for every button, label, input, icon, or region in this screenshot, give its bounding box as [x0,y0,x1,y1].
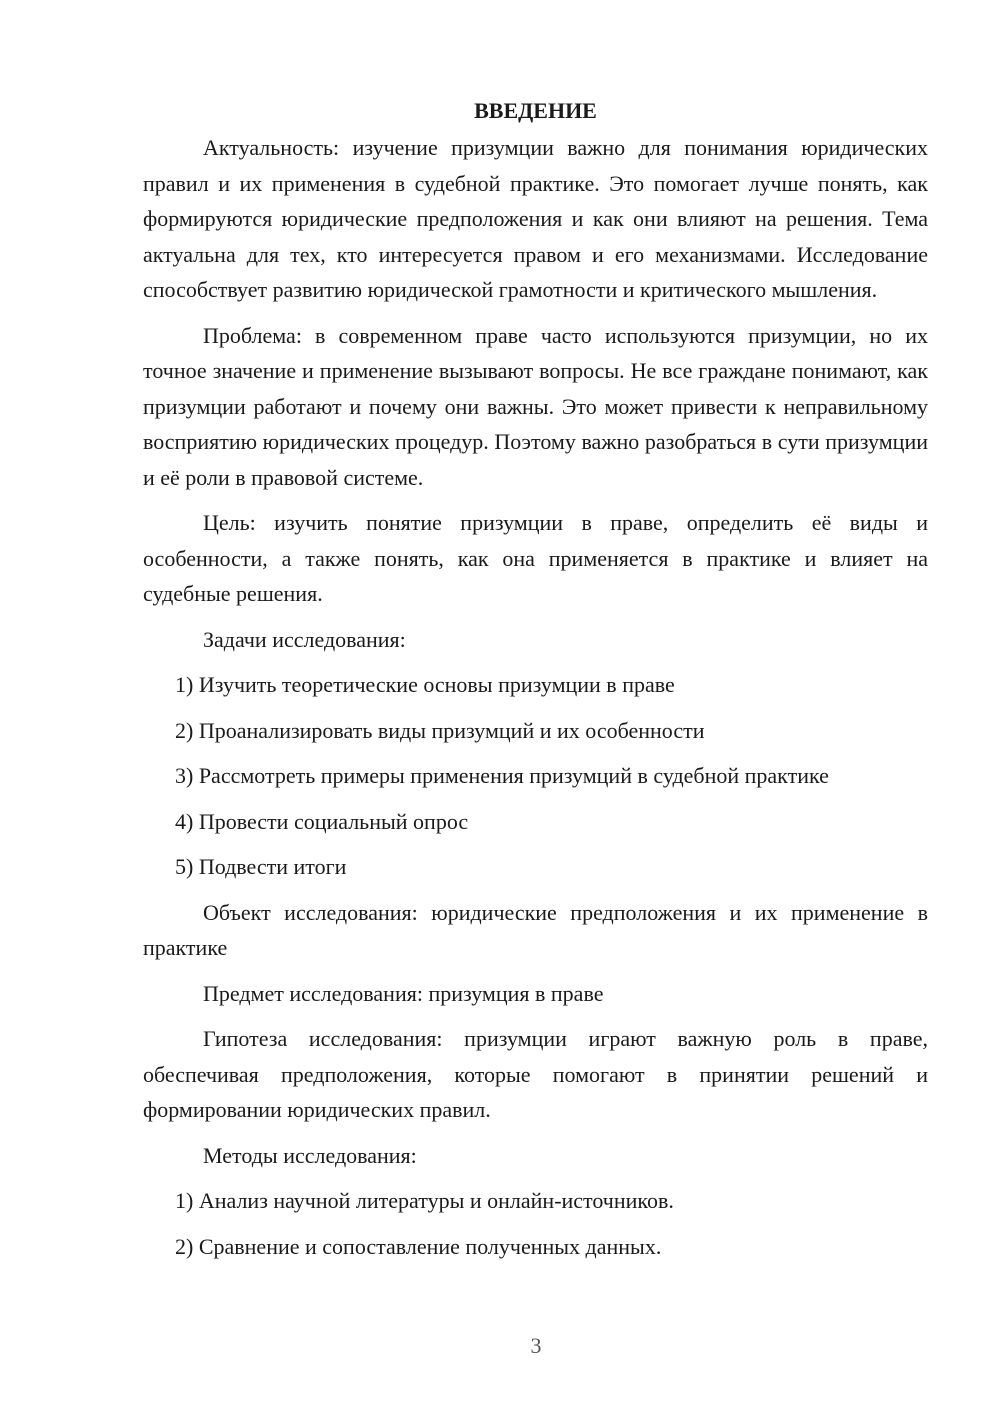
tasks-list [143,667,928,885]
list-item: 4) Провести социальный опрос [175,808,469,834]
subject-paragraph: Предмет исследования: призумция в праве [203,980,604,1006]
object-paragraph: Объект исследования: юридические предположения и их применение в практике [143,899,928,960]
hypothesis-paragraph: Гипотеза исследования: призумции играют важную роль в праве, обеспечивая предположения, которые помогают в принятии решений и формировании юридических правил. [143,1026,928,1122]
document-page [143,96,928,1274]
tasks-heading: Задачи исследования: [203,626,406,652]
section-title: ВВЕДЕНИЕ [474,98,597,123]
relevance-paragraph: Актуальность: изучение призумции важно для понимания юридических правил и их применения в судебной практике. Это помогает лучше понять, как формируются юридические предположения и как они влияют на решения. Тема актуальна для тех, кто интересуется правом и его механизмами. Исследование способствует развитию юридической грамотности и критического мышления. [143,135,928,302]
list-item: 1) Изучить теоретические основы призумции в праве [175,672,675,697]
list-item: 5) Подвести итоги [175,854,347,879]
problem-paragraph: Проблема: в современном праве часто используются призумции, но их точное значение и применение вызывают вопросы. Не все граждане понимают, как призумции работают и почему они важны. Это может привести к неправильному восприятию юридических процедур. Поэтому важно разобраться в сути призумции и её роли в правовой системе. [143,322,928,490]
page-number: 3 [530,1333,542,1358]
methods-heading: Методы исследования: [203,1142,417,1168]
list-item: 2) Проанализировать виды призумций и их особенности [175,717,705,743]
goal-paragraph: Цель: изучить понятие призумции в праве, определить её виды и особенности, а также понять, как она применяется в практике и влияет на судебные решения. [143,510,928,606]
list-item: 1) Анализ научной литературы и онлайн-источников. [175,1188,674,1213]
list-item: 2) Сравнение и сопоставление полученных данных. [175,1233,662,1259]
methods-list [143,1183,928,1264]
list-item: 3) Рассмотреть примеры применения призумций в судебной практике [175,763,829,788]
